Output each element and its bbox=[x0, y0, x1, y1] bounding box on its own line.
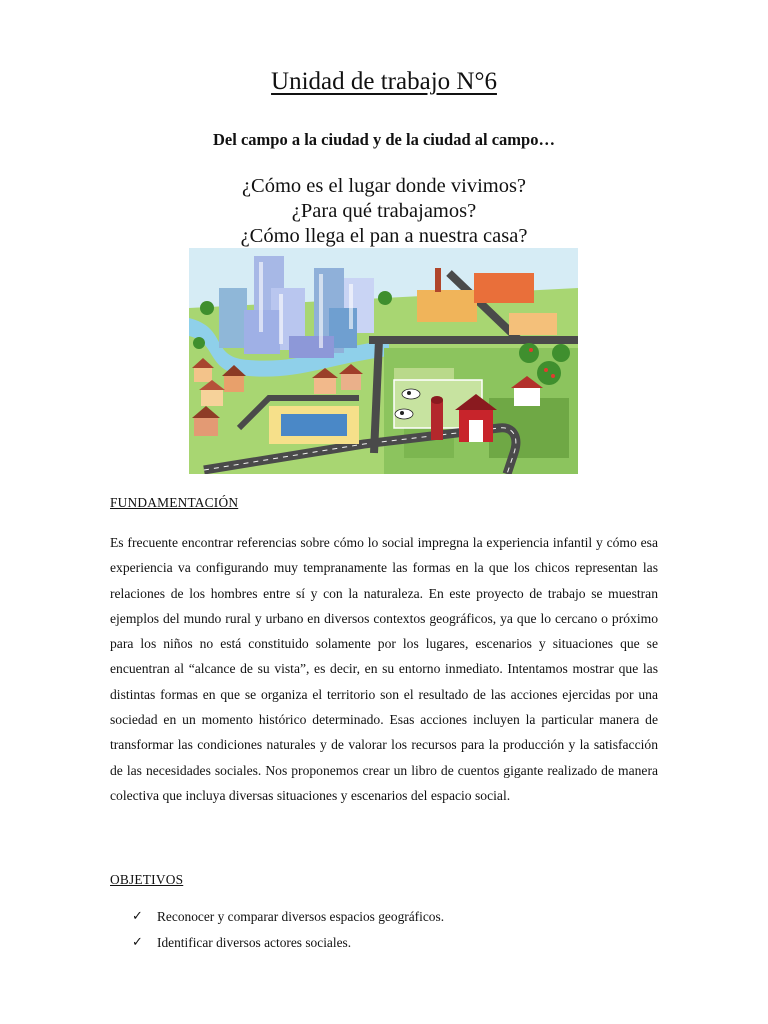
section-heading-objetivos: OBJETIVOS bbox=[110, 872, 184, 887]
subtitle: Del campo a la ciudad y de la ciudad al campo… bbox=[213, 130, 555, 149]
question-1: ¿Cómo es el lugar donde vivimos? bbox=[241, 175, 527, 197]
objective-text: Reconocer y comparar diversos espacios geográficos. bbox=[157, 909, 445, 924]
checkmark-icon: ✓ bbox=[132, 934, 143, 950]
section-heading-fundamentacion: FUNDAMENTACIÓN bbox=[110, 495, 239, 510]
city-and-countryside-illustration bbox=[189, 248, 578, 474]
question-2: ¿Para qué trabajamos? bbox=[291, 200, 477, 222]
objective-text: Identificar diversos actores sociales. bbox=[157, 934, 352, 950]
page-title: Unidad de trabajo N°6 bbox=[271, 68, 497, 95]
list-item bbox=[132, 932, 652, 958]
checkmark-icon: ✓ bbox=[132, 909, 143, 924]
question-3: ¿Cómo llega el pan a nuestra casa? bbox=[240, 225, 528, 247]
objectives-list bbox=[132, 906, 652, 957]
list-item bbox=[132, 906, 652, 932]
guiding-questions bbox=[0, 174, 768, 249]
fundamentacion-paragraph: Es frecuente encontrar referencias sobre cómo lo social impregna la experiencia infantil y cómo esa experiencia va configurando muy tempranamente las formas en la que los chicos representan las relaciones de los hombres entre sí y con la naturaleza. En este proyecto de trabajo se muestran ejemplos del mundo rural y urbano en diversos contextos geográficos, ya que lo cercano o próximo para los niños no está constituido solamente por los lugares, escenarios y situaciones que se encuentran al “alcance de su vista”, es decir, en su entorno inmediato. Intentamos mostrar que las distintas formas en que se organiza el territorio son el resultado de las acciones ejercidas por una sociedad en un momento histórico determinado. Esas acciones incluyen la particular manera de transformar las condiciones naturales y de valorar los recursos para la producción y la satisfacción de las necesidades sociales. Nos proponemos crear un libro de cuentos gigante realizado de manera colectiva que incluya diversas situaciones y escenarios del espacio social. bbox=[110, 535, 658, 803]
